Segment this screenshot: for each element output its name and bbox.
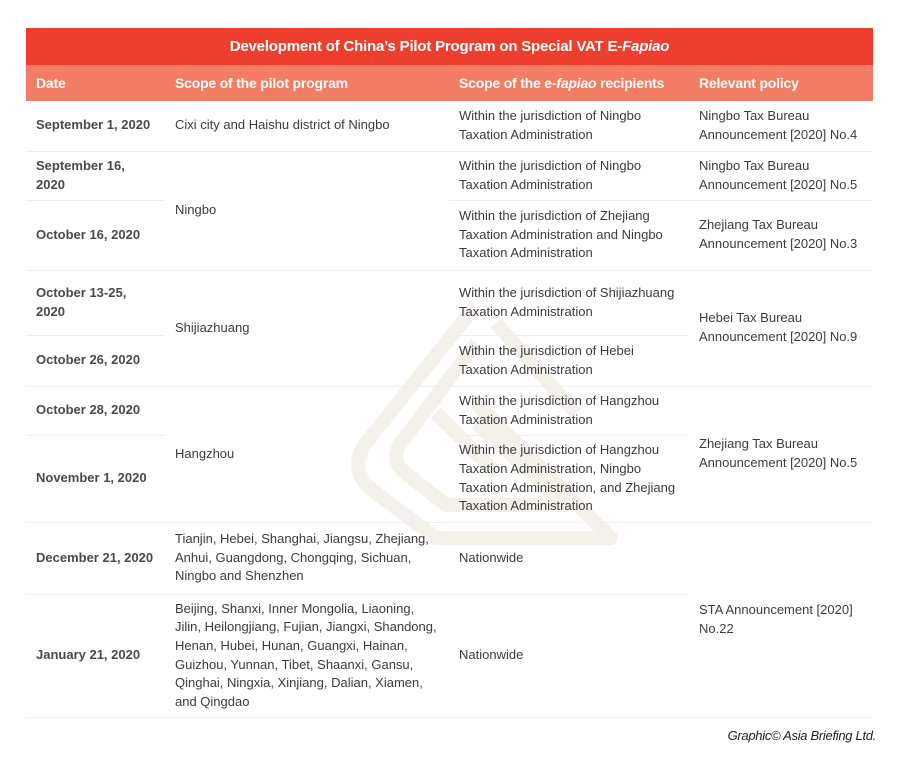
title-text: Development of China’s Pilot Program on Special VAT E- (229, 38, 623, 55)
table-row (26, 151, 873, 200)
policy-cell: Zhejiang Tax Bureau Announcement [2020] No.5 (689, 386, 873, 522)
date-cell: November 1, 2020 (26, 435, 165, 522)
table-row (26, 101, 873, 151)
scope-cell: Hangzhou (165, 386, 449, 522)
table-container (26, 28, 873, 718)
pilot-program-table (26, 65, 873, 718)
scope-cell: Tianjin, Hebei, Shanghai, Jiangsu, Zhejiang, Anhui, Guangdong, Chongqing, Sichuan, Ningbo and Shenzhen (165, 522, 449, 594)
recipients-cell: Nationwide (449, 594, 689, 717)
date-cell: September 16, 2020 (26, 151, 165, 200)
scope-cell: Cixi city and Haishu district of Ningbo (165, 101, 449, 151)
recipients-cell: Within the jurisdiction of Zhejiang Taxation Administration and Ningbo Taxation Administration (449, 200, 689, 270)
policy-cell: Ningbo Tax Bureau Announcement [2020] No.5 (689, 151, 873, 200)
recipients-cell: Nationwide (449, 522, 689, 594)
policy-cell: Ningbo Tax Bureau Announcement [2020] No.4 (689, 101, 873, 151)
date-cell: January 21, 2020 (26, 594, 165, 717)
recipients-cell: Within the jurisdiction of Hangzhou Taxation Administration, Ningbo Taxation Administration, and Zhejiang Taxation Administration (449, 435, 689, 522)
header-scope-recipients (449, 65, 689, 101)
date-cell: December 21, 2020 (26, 522, 165, 594)
table-row (26, 522, 873, 594)
header-recipients-suffix: recipients (596, 75, 665, 91)
header-row (26, 65, 873, 101)
date-cell: October 16, 2020 (26, 200, 165, 270)
recipients-cell: Within the jurisdiction of Hebei Taxation Administration (449, 335, 689, 386)
date-cell: October 13-25, 2020 (26, 270, 165, 335)
table-row (26, 386, 873, 435)
header-date: Date (26, 65, 165, 101)
policy-cell: Hebei Tax Bureau Announcement [2020] No.9 (689, 270, 873, 386)
scope-cell: Beijing, Shanxi, Inner Mongolia, Liaoning, Jilin, Heilongjiang, Fujian, Jiangxi, Shandong, Henan, Hubei, Hunan, Guangxi, Hainan, Guizhou, Yunnan, Tibet, Shaanxi, Gansu, Qinghai, Ningxia, Xinjiang, Dalian, Xiamen, and Qingdao (165, 594, 449, 717)
title-italic-text: Fapiao (622, 38, 670, 55)
scope-cell: Shijiazhuang (165, 270, 449, 386)
table-row (26, 270, 873, 335)
date-cell: October 26, 2020 (26, 335, 165, 386)
date-cell: September 1, 2020 (26, 101, 165, 151)
recipients-cell: Within the jurisdiction of Shijiazhuang Taxation Administration (449, 270, 689, 335)
table-row (26, 200, 873, 270)
policy-cell: Zhejiang Tax Bureau Announcement [2020] No.3 (689, 200, 873, 270)
date-cell: October 28, 2020 (26, 386, 165, 435)
table-title (26, 28, 873, 65)
policy-cell: STA Announcement [2020] No.22 (689, 522, 873, 717)
header-policy: Relevant policy (689, 65, 873, 101)
scope-cell: Ningbo (165, 151, 449, 270)
graphic-credit: Graphic© Asia Briefing Ltd. (727, 728, 876, 743)
recipients-cell: Within the jurisdiction of Ningbo Taxation Administration (449, 151, 689, 200)
recipients-cell: Within the jurisdiction of Hangzhou Taxation Administration (449, 386, 689, 435)
recipients-cell: Within the jurisdiction of Ningbo Taxation Administration (449, 101, 689, 151)
header-recipients-prefix: Scope of the e- (459, 75, 557, 91)
header-scope-pilot: Scope of the pilot program (165, 65, 449, 101)
header-recipients-italic: fapiao (556, 75, 597, 91)
